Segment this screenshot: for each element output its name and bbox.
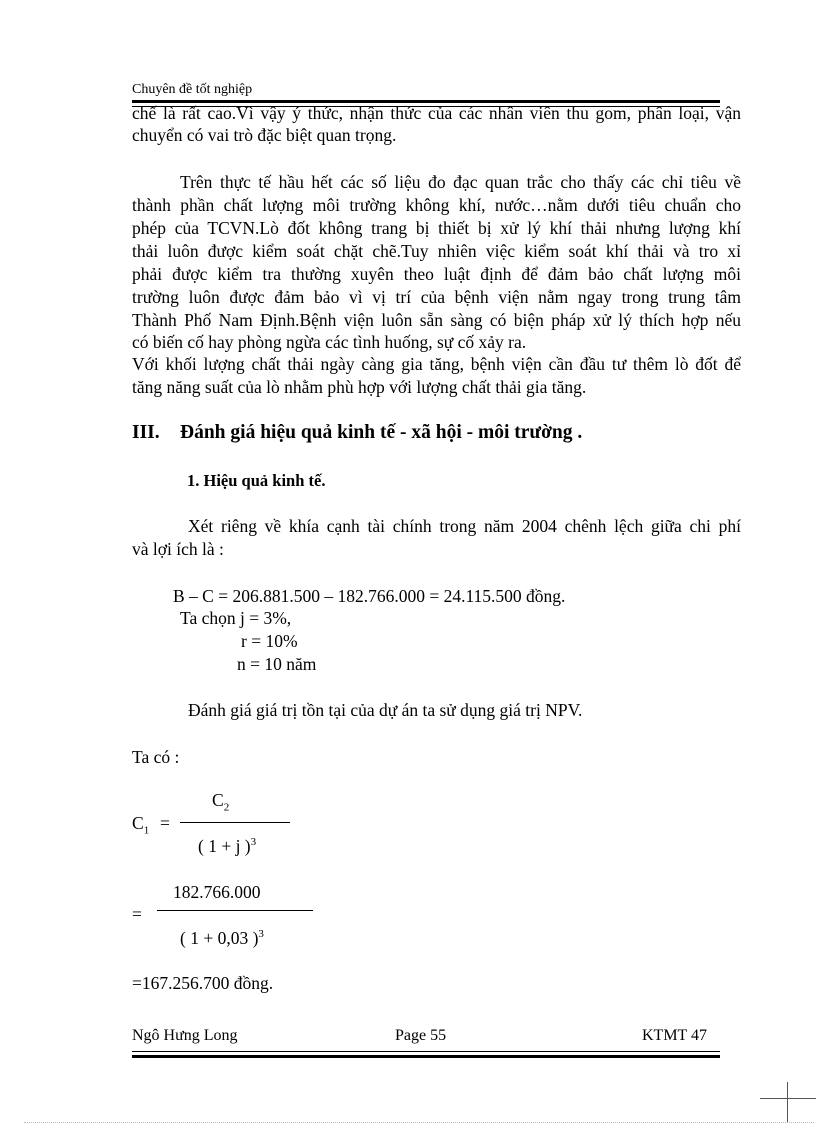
formula1-denominator: ( 1 + j )$^3$ <box>198 836 257 856</box>
ta-co-label: Ta có : <box>132 747 180 767</box>
subsection-title: 1. Hiệu quả kinh tế. <box>187 471 326 490</box>
paragraph1-line: thải luôn được kiểm soát chặt chẽ.Tuy nhiên việc kiểm soát khí thải và tro xỉ <box>132 241 741 261</box>
section-number: III. <box>132 422 160 443</box>
formula2-equals: = <box>132 904 142 924</box>
continued-line-text: chế là rất cao.Vì vậy ý thức, nhận thức của các nhân viên thu gom, phân loại, vận <box>132 103 741 123</box>
paragraph1-line: thành phần chất lượng môi trường không khí, nước…nằm dưới tiêu chuẩn cho <box>132 195 741 215</box>
formula1-fraction-bar <box>180 822 290 823</box>
continued-line <box>132 103 741 124</box>
param-r: r = 10% <box>241 631 298 651</box>
paragraph2-line: tăng năng suất của lò nhằm phù hợp với lượng chất thải gia tăng. <box>132 377 587 397</box>
result-line: =167.256.700 đồng. <box>132 973 274 993</box>
crop-mark-vertical <box>787 1082 788 1123</box>
continued-line-end: chuyển có vai trò đặc biệt quan trọng. <box>132 125 397 145</box>
paragraph1-line: Trên thực tế hầu hết các số liệu đo đạc quan trắc cho thấy các chỉ tiêu về <box>180 172 741 192</box>
paragraph2-line: Với khối lượng chất thải ngày càng gia tăng, bệnh viện cần đầu tư thêm lò đốt để <box>132 354 741 374</box>
formula1-equals: = <box>160 813 170 833</box>
footer-class: KTMT 47 <box>642 1027 708 1044</box>
benefit-cost-equation: B – C = 206.881.500 – 182.766.000 = 24.115.500 đồng. <box>173 586 566 606</box>
paragraph1-line: phải được kiểm tra thường xuyên theo luật định để đảm bảo chất lượng môi <box>132 264 741 284</box>
footer-rule-thick <box>132 1055 720 1058</box>
formula2-fraction-bar <box>157 910 313 911</box>
section-title: Đánh giá hiệu quả kinh tế - xã hội - môi trường . <box>180 422 583 443</box>
npv-sentence: Đánh giá giá trị tồn tại của dự án ta sử dụng giá trị NPV. <box>188 700 583 720</box>
header-title: Chuyên đề tốt nghiệp <box>132 82 253 97</box>
param-n: n = 10 năm <box>237 654 317 674</box>
paragraph3-line: Xét riêng về khía cạnh tài chính trong năm 2004 chênh lệch giữa chi phí <box>188 516 741 536</box>
paragraph1-line: Thành Phố Nam Định.Bệnh viện luôn sẵn sàng có biện pháp xử lý thích hợp nếu <box>132 310 741 330</box>
crop-mark-horizontal <box>760 1098 816 1099</box>
paragraph1-line: phép của TCVN.Lò đốt không trang bị thiết bị xử lý khí thải nhưng lượng khí <box>132 218 741 238</box>
formula2-denominator: ( 1 + 0,03 )$^3$ <box>180 928 264 948</box>
paragraph1-line: trường luôn được đảm bảo vì vị trí của bệnh viện nằm ngay trong trung tâm <box>132 287 741 307</box>
footer-rule-thin <box>132 1051 720 1052</box>
formula1-lhs: $C_1$ <box>132 813 150 837</box>
paragraph3-line: và lợi ích là : <box>132 539 224 559</box>
footer-page: Page 55 <box>395 1027 447 1044</box>
section-heading <box>132 422 582 444</box>
formula1-numerator: $C_2$ <box>212 790 230 814</box>
paragraph1-line: có biến cố hay phòng ngừa các tình huống, sự cố xảy ra. <box>132 332 527 352</box>
param-j: Ta chọn j = 3%, <box>180 608 292 628</box>
formula2-numerator: 182.766.000 <box>173 882 261 902</box>
footer-author: Ngô Hưng Long <box>132 1027 238 1044</box>
